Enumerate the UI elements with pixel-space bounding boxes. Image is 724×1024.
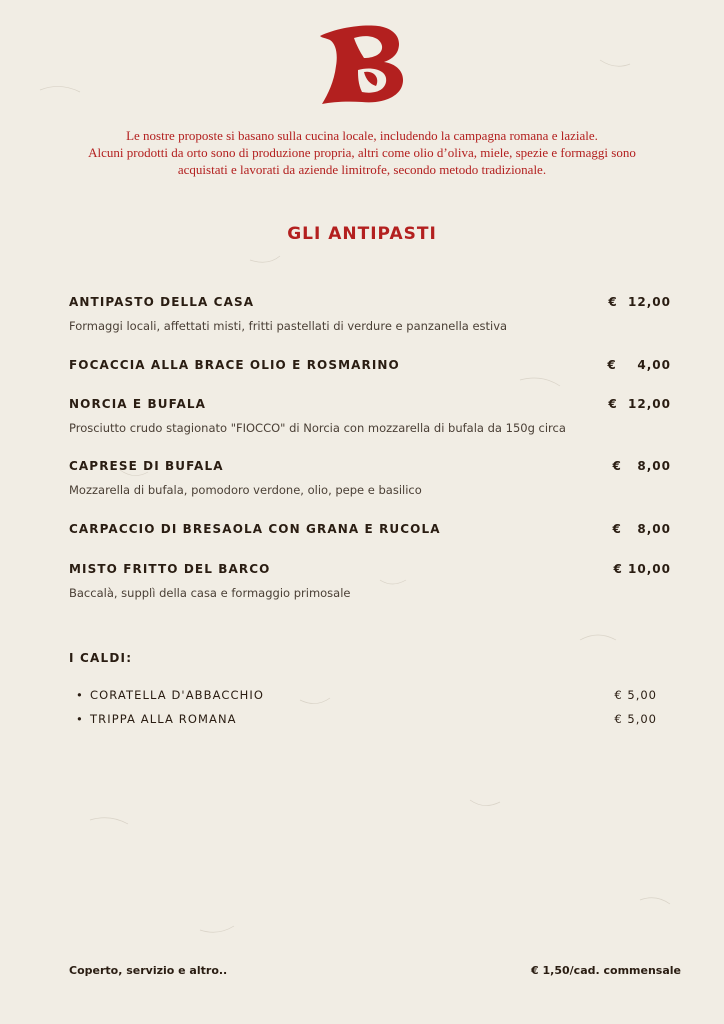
intro-text bbox=[40, 127, 684, 178]
dish-name: CARPACCIO DI BRESAOLA CON GRANA E RUCOLA bbox=[69, 522, 441, 536]
dish-name: CAPRESE DI BUFALA bbox=[69, 459, 224, 473]
intro-line: acquistati e lavorati da aziende limitrofe, secondo metodo tradizionale. bbox=[177, 162, 547, 177]
footer-cover-charge-price: € 1,50/cad. commensale bbox=[531, 964, 681, 977]
list-item bbox=[76, 688, 264, 702]
caldi-item-price: € 5,00 bbox=[614, 712, 657, 726]
bullet-icon: • bbox=[76, 712, 84, 726]
caldi-item-price: € 5,00 bbox=[614, 688, 657, 702]
dish-description: Baccalà, supplì della casa e formaggio primosale bbox=[69, 586, 351, 600]
dish-description: Prosciutto crudo stagionato "FIOCCO" di Norcia con mozzarella di bufala da 150g circa bbox=[69, 421, 566, 435]
section-title-caldi: I CALDI: bbox=[69, 651, 133, 665]
caldi-item-name: TRIPPA ALLA ROMANA bbox=[90, 712, 237, 726]
dish-price: € 8,00 bbox=[612, 522, 671, 536]
dish-price: € 12,00 bbox=[608, 295, 671, 309]
dish-description: Formaggi locali, affettati misti, fritti pastellati di verdure e panzanella estiva bbox=[69, 319, 508, 333]
footer-cover-charge-label: Coperto, servizio e altro.. bbox=[69, 964, 228, 977]
dish-description: Mozzarella di bufala, pomodoro verdone, olio, pepe e basilico bbox=[69, 483, 422, 497]
list-item bbox=[76, 712, 237, 726]
dish-name: MISTO FRITTO DEL BARCO bbox=[69, 562, 271, 576]
dish-name: ANTIPASTO DELLA CASA bbox=[69, 295, 255, 309]
dish-price: € 10,00 bbox=[613, 562, 671, 576]
bullet-icon: • bbox=[76, 688, 84, 702]
caldi-item-name: CORATELLA D'ABBACCHIO bbox=[90, 688, 265, 702]
section-title-antipasti: GLI ANTIPASTI bbox=[287, 224, 437, 244]
intro-line: Le nostre proposte si basano sulla cucina locale, includendo la campagna romana e laziale. bbox=[126, 128, 598, 143]
dish-price: € 8,00 bbox=[612, 459, 671, 473]
dish-price: € 12,00 bbox=[608, 397, 671, 411]
letter-b-logo-icon bbox=[314, 22, 410, 106]
dish-name: NORCIA E BUFALA bbox=[69, 397, 207, 411]
dish-name: FOCACCIA ALLA BRACE OLIO E ROSMARINO bbox=[69, 358, 400, 372]
intro-line: Alcuni prodotti da orto sono di produzione propria, altri come olio d’oliva, miele, spezie e formaggi sono bbox=[88, 145, 636, 160]
dish-price: € 4,00 bbox=[607, 358, 671, 372]
